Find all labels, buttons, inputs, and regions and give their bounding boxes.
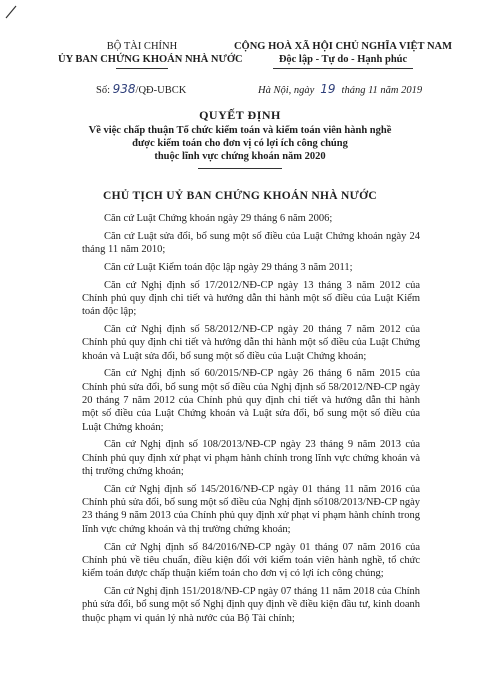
document-title: QUYẾT ĐỊNH [199,108,281,122]
date-day-handwritten: 19 [320,82,336,96]
legal-basis-paragraph: Căn cứ Nghị định số 84/2016/NĐ-CP ngày 01 tháng 07 năm 2016 của Chính phủ về tiêu chuẩn, điều kiện đối với kiểm toán viên hành nghề, tổ chức kiểm toán được chấp thuận kiểm toán cho đơn vị có lợi ích công chúng; [82,541,420,580]
legal-basis-paragraph: Căn cứ Nghị định số 58/2012/NĐ-CP ngày 20 tháng 7 năm 2012 của Chính phủ quy định chi tiết và hướng dẫn thi hành một số điều của Luật Chứng khoán và Luật sửa đổi, bổ sung một số điều của Luật Chứng khoán; [82,324,420,362]
legal-basis-section [82,212,420,629]
legal-basis-paragraph: Căn cứ Nghị định số 17/2012/NĐ-CP ngày 13 tháng 3 năm 2012 của Chính phủ quy định chi tiết và hướng dẫn thi hành một số điều của Luật Kiểm toán độc lập; [82,279,420,318]
date-place-prefix: Hà Nội, ngày [258,85,315,96]
subject-underline [198,168,282,169]
legal-basis-paragraph: Căn cứ Nghị định số 145/2016/NĐ-CP ngày 01 tháng 11 năm 2016 của Chính phủ sửa đổi, bổ sung một số điều của Nghị định số108/2013/NĐ-CP ngày 23 tháng 9 năm 2013 của Chính phủ quy định xử phạt vi phạm hành chính trong lĩnh vực chứng khoán và thị trường chứng khoán; [82,483,420,535]
document-subject [60,124,420,163]
pen-stroke-mark [4,4,22,20]
issue-date-line [258,82,422,96]
legal-basis-paragraph: Căn cứ Nghị định 151/2018/NĐ-CP ngày 07 tháng 11 năm 2018 của Chính phủ sửa đổi, bổ sung một số Nghị định quy định về điều kiện đầu tư, kinh doanh thuộc phạm vi quản lý nhà nước của Bộ Tài chính; [82,585,420,624]
date-rest: tháng 11 năm 2019 [341,85,423,96]
issuing-agency-header [58,40,243,69]
national-header [232,40,454,69]
agency-name: ỦY BAN CHỨNG KHOÁN NHÀ NƯỚC [58,54,243,65]
legal-basis-paragraph: Căn cứ Luật Chứng khoán ngày 29 tháng 6 năm 2006; [104,213,333,224]
legal-basis-paragraph: Căn cứ Luật Kiểm toán độc lập ngày 29 tháng 3 năm 2011; [104,261,353,273]
motto-underline [273,68,413,69]
doc-number-prefix: Số: [96,85,111,96]
doc-number-suffix: /QĐ-UBCK [135,85,187,96]
subject-line: thuộc lĩnh vực chứng khoán năm 2020 [154,151,326,162]
legal-basis-paragraph: Căn cứ Nghị định số 108/2013/NĐ-CP ngày 23 tháng 9 năm 2013 của Chính phủ quy định xử phạt vi phạm hành chính trong lĩnh vực chứng khoán và thị trường chứng khoán; [82,439,420,478]
issuing-authority: CHỦ TỊCH UỶ BAN CHỨNG KHOÁN NHÀ NƯỚC [103,190,377,202]
nation-name: CỘNG HOÀ XÃ HỘI CHỦ NGHĨA VIỆT NAM [233,41,453,52]
legal-basis-paragraph: Căn cứ Nghị định số 60/2015/NĐ-CP ngày 26 tháng 6 năm 2015 của Chính phủ sửa đổi, bổ sung một số điều của Nghị định số 58/2012/NĐ-CP ngày 20 tháng 7 năm 2012 của Chính phủ quy định chi tiết và hướng dẫn thi hành một số điều của Luật Chứng khoán và Luật sửa đổi, bổ sung một số điều của Luật Chứng khoán; [82,368,420,433]
subject-line: được kiểm toán cho đơn vị có lợi ích công chúng [132,138,348,149]
document-number [96,82,186,96]
agency-underline [116,68,168,69]
ministry-name: BỘ TÀI CHÍNH [106,41,178,52]
subject-line: Về việc chấp thuận Tổ chức kiểm toán và kiểm toán viên hành nghề [88,125,392,136]
doc-number-handwritten: 938 [112,82,136,96]
national-motto: Độc lập - Tự do - Hạnh phúc [278,54,408,65]
legal-basis-paragraph: Căn cứ Luật sửa đổi, bổ sung một số điều của Luật Chứng khoán ngày 24 tháng 11 năm 2010; [82,230,420,256]
